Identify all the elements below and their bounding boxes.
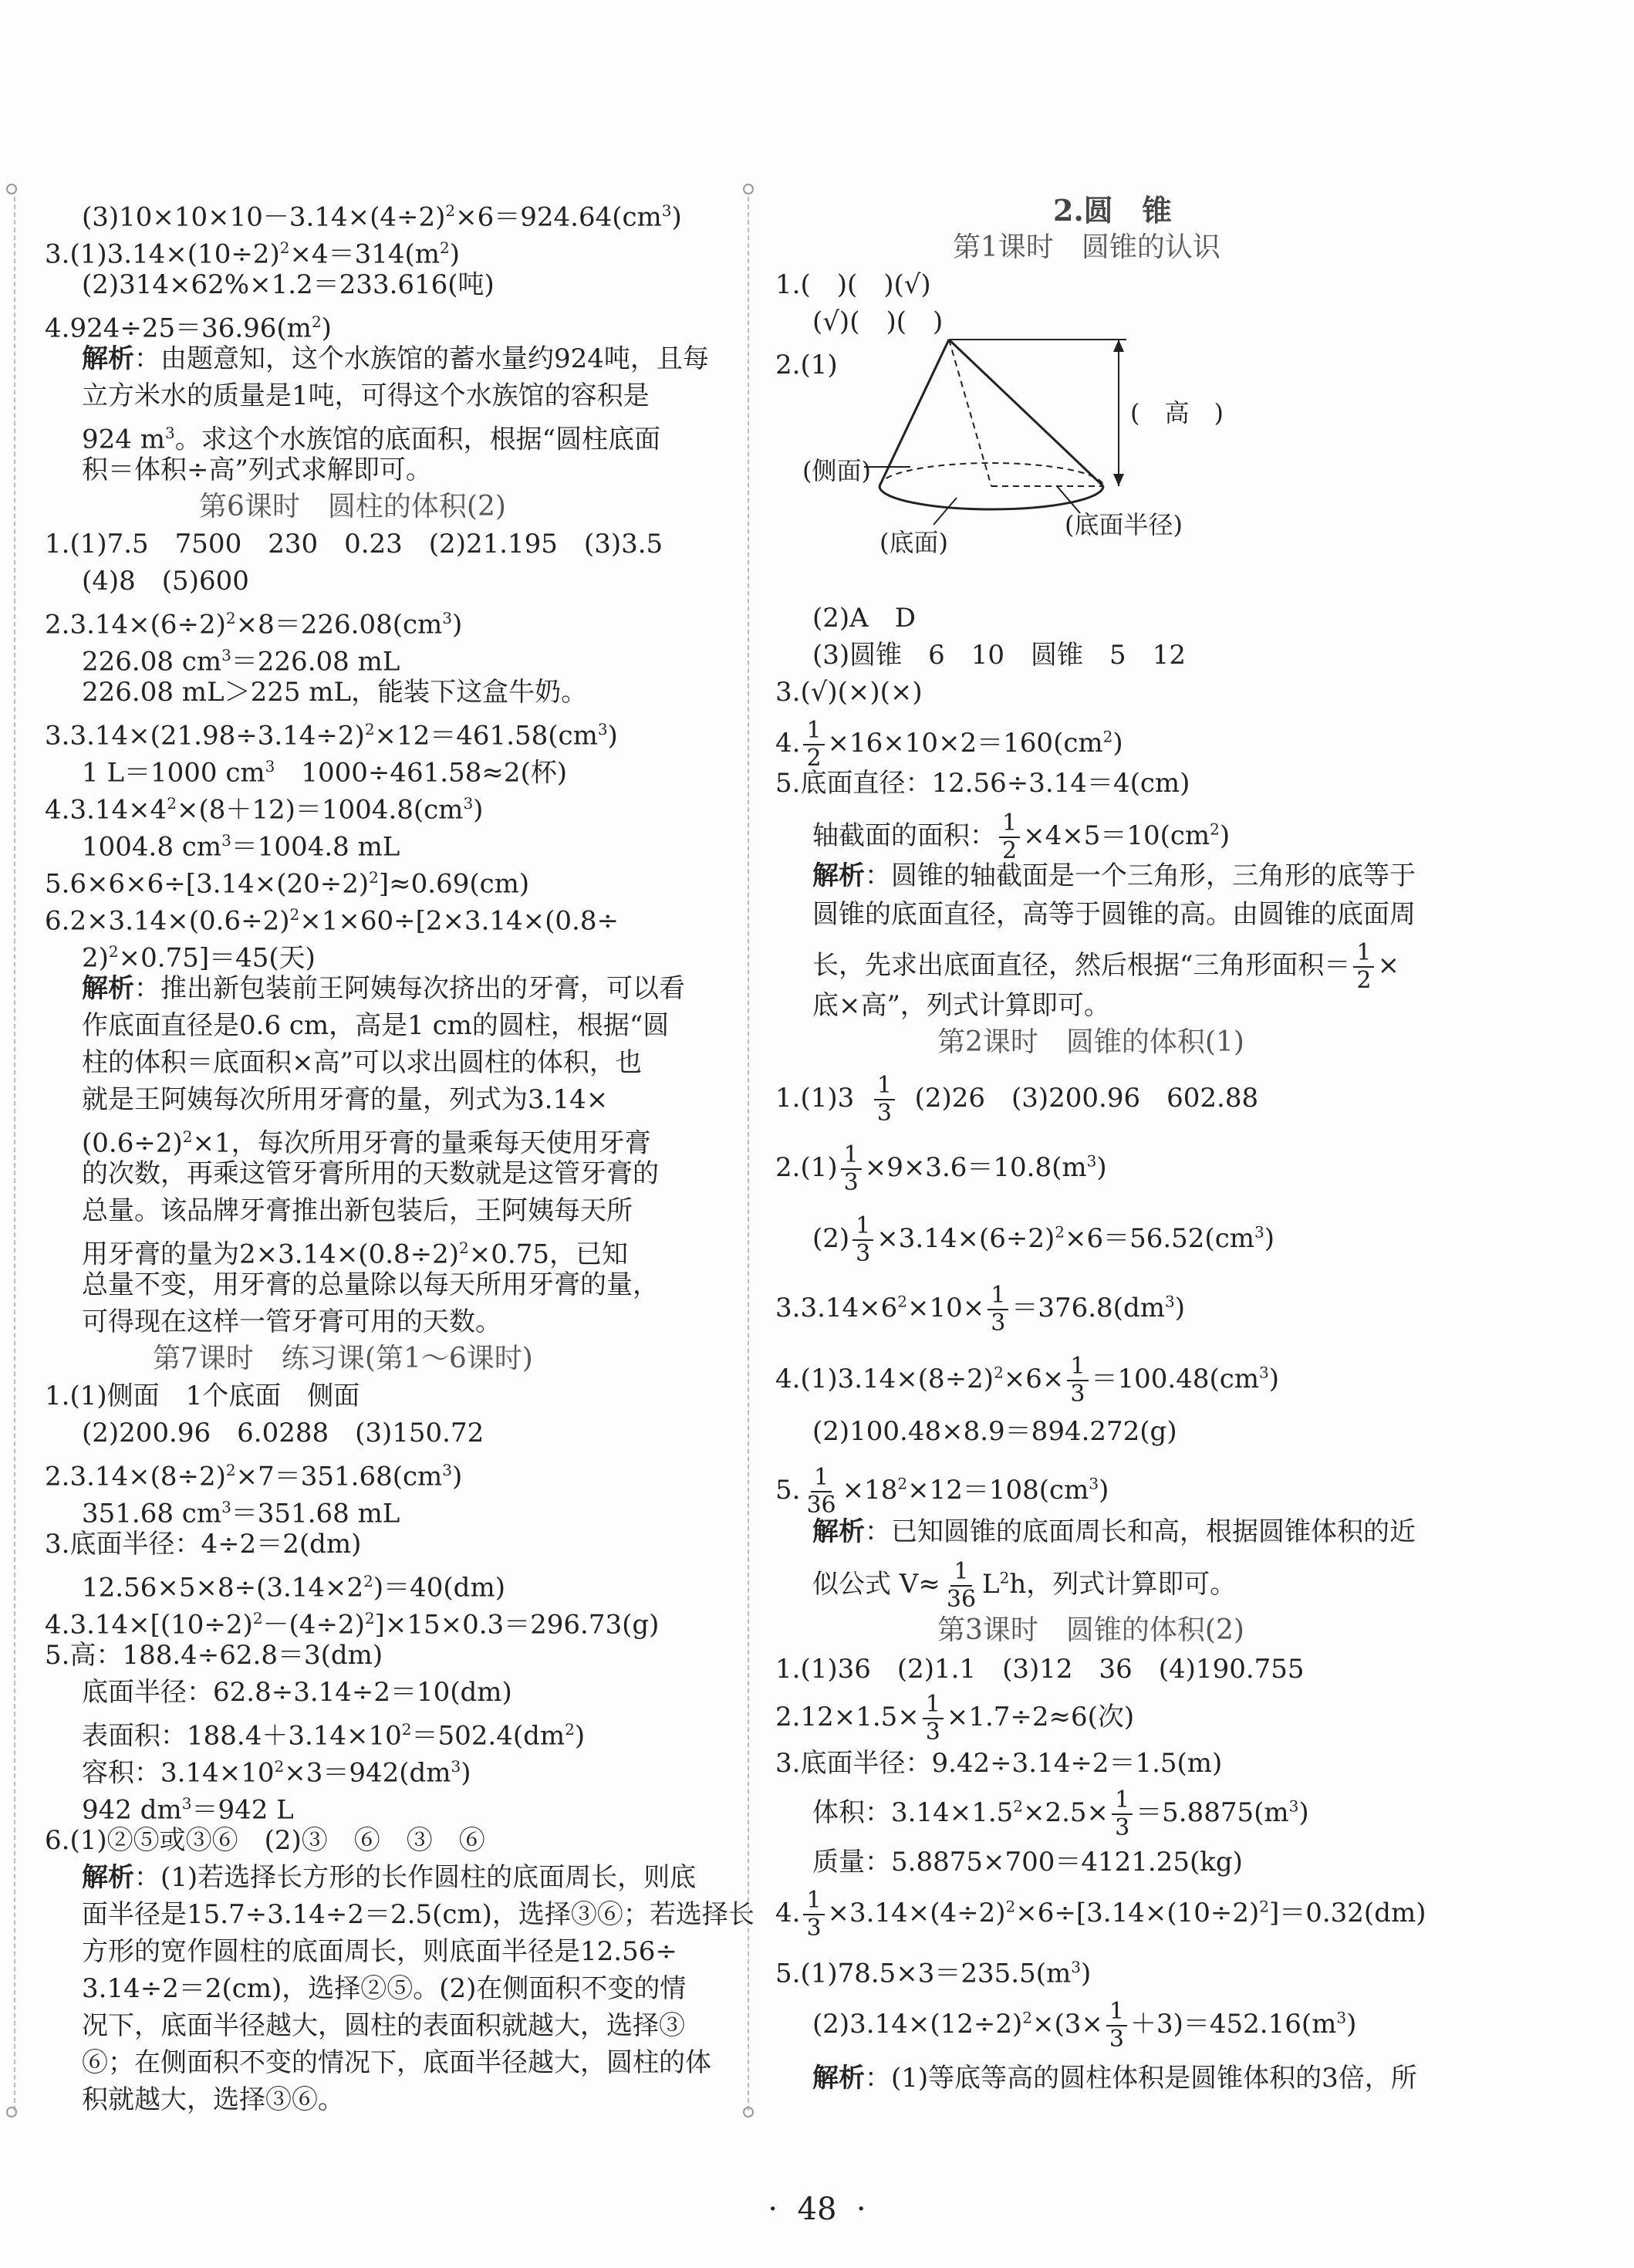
answer-line: (2)200.96 6.0288 (3)150.72 <box>82 1418 484 1448</box>
explanation-line: 924 $m^3$。求这个水族馆的底面积，根据“圆柱底面 <box>82 424 661 455</box>
answer-line: $4.(1)3.14\times(8\div 2)^2\times 6\times$ $\frac{1}{3}$ $=100.48(cm^3)$ <box>775 1353 1280 1408</box>
fraction: $\frac{1}{3}$ <box>803 1888 824 1942</box>
answer-line: $2.3.14\times(8\div 2)^2\times 7=351.68(cm^3)$ <box>45 1461 463 1492</box>
fraction: $\frac{1}{2}$ <box>999 810 1020 864</box>
margin-circle <box>6 184 17 194</box>
answer-line: 226.08 mL＞225 mL，能装下这盒牛奶。 <box>82 677 588 708</box>
answer-line: 容积：$3.14\times 10^2\times 3=942(dm^3)$ <box>82 1757 471 1789</box>
height-arrow-top <box>1113 340 1124 352</box>
explanation-line: 就是王阿姨每次所用牙膏的量，列式为3.14× <box>82 1084 609 1115</box>
answer-line: 942 $dm^3=942$ L <box>82 1794 294 1826</box>
answer-line: (√)( )( ) <box>812 306 944 337</box>
answer-line: 1.(1)36 (2)1.1 (3)12 36 (4)190.755 <box>775 1654 1305 1685</box>
answer-line: $3.(1)3.14\times(10\div 2)^2\times 4=314(m^2)$ <box>45 238 460 270</box>
answer-line: $12.56\times 5\times 8\div(3.14\times 2^2)=40(dm)$ <box>82 1572 505 1604</box>
answer-line: $2.3.14\times(6\div 2)^2\times 8=226.08(cm^3)$ <box>45 609 463 641</box>
explanation-line: 用牙膏的量为$2\times 3.14\times(0.8\div 2)^2\times 0.75$，已知 <box>82 1239 628 1270</box>
answer-line: 2.(1) <box>775 350 838 380</box>
answer-line: 体积：$3.14\times 1.5^2\times 2.5\times$ $\frac{1}{3}$ $=5.8875(m^3)$ <box>812 1786 1309 1841</box>
lesson-heading: 第7课时 练习课(第1～6课时) <box>153 1343 533 1374</box>
answer-line: 2)$^2$×0.75]＝45(天) <box>82 942 316 974</box>
height-arrow-bottom <box>1113 474 1124 486</box>
explanation-line: 的次数，再乘这管牙膏所用的天数就是这管牙膏的 <box>82 1158 659 1189</box>
explanation-line: 方形的宽作圆柱的底面周长，则底面半径是12.56÷ <box>82 1936 677 1967</box>
explanation-line: 作底面直径是0.6 cm，高是1 cm的圆柱，根据“圆 <box>82 1010 670 1041</box>
answer-line: $4.3.14\times 4^2\times(8+12)=1004.8(cm^3)$ <box>45 794 484 826</box>
fraction: $\frac{1}{2}$ <box>1353 940 1374 994</box>
explanation-line: 可得现在这样一管牙膏可用的天数。 <box>82 1306 501 1337</box>
explanation-line: 解析：(1)等底等高的圆柱体积是圆锥体积的3倍，所 <box>812 2063 1417 2094</box>
explanation-line: 面半径是15.7÷3.14÷2＝2.5(cm)，选择③⑥；若选择长 <box>82 1899 755 1930</box>
cone-diagram <box>802 324 1242 556</box>
lesson-heading: 第6课时 圆柱的体积(2) <box>199 491 506 522</box>
explanation-line: 况下，底面半径越大，圆柱的表面积就越大，选择③ <box>82 2010 685 2041</box>
explanation-line: 柱的体积＝底面积×高”可以求出圆柱的体积，也 <box>82 1047 642 1078</box>
margin-circle <box>743 184 754 194</box>
explanation-line: 解析：推出新包装前王阿姨每次挤出的牙膏，可以看 <box>82 973 685 1004</box>
explanation-line: 积＝体积÷高”列式求解即可。 <box>82 455 432 485</box>
answer-line: 6.(1)②⑤或③⑥ (2)③ ⑥ ③ ⑥ <box>45 1825 485 1856</box>
cone-height-label: ( 高 ) <box>1130 398 1224 428</box>
explanation-line: 长，先求出底面直径，然后根据“三角形面积＝ $\frac{1}{2}$ × <box>812 939 1399 994</box>
cone-base-back <box>879 463 1103 486</box>
answer-line: 1.(1)7.5 7500 230 0.23 (2)21.195 (3)3.5 <box>45 529 663 559</box>
explanation-line: 总量。该品牌牙膏推出新包装后，王阿姨每天所 <box>82 1195 633 1226</box>
answer-line: 3.底面半径：4÷2＝2(dm) <box>45 1529 362 1560</box>
lesson-heading: 第1课时 圆锥的认识 <box>953 232 1220 263</box>
explanation-line: 圆锥的底面直径，高等于圆锥的高。由圆锥的底面周 <box>812 899 1416 930</box>
answer-line: $5.(1)78.5\times 3=235.5(m^3)$ <box>775 1958 1092 1989</box>
answer-line: 226.08 $cm^3=226.08$ mL <box>82 646 400 678</box>
answer-line: 底面半径：62.8÷3.14÷2＝10(dm) <box>82 1677 512 1708</box>
explanation-line: 解析：已知圆锥的底面周长和高，根据圆锥体积的近 <box>812 1516 1416 1547</box>
answer-line: 4. $\frac{1}{3}$ $\times 3.14\times(4\div 2)^2\times 6\div[3.14\times(10\div 2)^2]=0.32(dm)$ <box>775 1887 1426 1942</box>
fraction: $\frac{1}{36}$ <box>806 1464 836 1519</box>
answer-line: 5.底面直径：12.56÷3.14＝4(cm) <box>775 768 1190 799</box>
answer-line: $5.6\times 6\times 6\div[3.14\times(20\div 2)^2]\approx 0.69(cm)$ <box>45 868 530 900</box>
fraction: $\frac{1}{3}$ <box>841 1142 862 1196</box>
base-pointer <box>933 498 957 525</box>
answer-line: 1 L＝1000 $cm^3$ 1000÷461.58≈2(杯) <box>82 757 568 789</box>
answer-line: 4. $\frac{1}{2}$ $\times 16\times 10\times 2=160(cm^2)$ <box>775 717 1123 772</box>
fraction: $\frac{1}{3}$ <box>1112 1787 1133 1841</box>
answer-line: 轴截面的面积： $\frac{1}{2}$ $\times 4\times 5=10(cm^2)$ <box>812 810 1231 864</box>
explanation-line: 解析：圆锥的轴截面是一个三角形，三角形的底等于 <box>812 860 1416 891</box>
answer-line: 质量：5.8875×700＝4121.25(kg) <box>812 1847 1243 1878</box>
section-title: 2.圆 锥 <box>1053 193 1172 228</box>
margin-circle <box>743 2107 754 2118</box>
margin-circle <box>6 2107 17 2118</box>
fraction: $\frac{1}{2}$ <box>803 718 824 772</box>
fraction: $\frac{1}{3}$ <box>987 1283 1008 1337</box>
answer-line: (2)100.48×8.9＝894.272(g) <box>812 1416 1177 1447</box>
answer-line: (3)圆锥 6 10 圆锥 5 12 <box>812 640 1186 671</box>
fraction: $\frac{1}{3}$ <box>852 1213 873 1267</box>
answer-line: 1004.8 $cm^3=1004.8$ mL <box>82 831 400 863</box>
lesson-heading: 第3课时 圆锥的体积(2) <box>937 1614 1244 1646</box>
explanation-line: 积就越大，选择③⑥。 <box>82 2084 344 2115</box>
answer-line: $6.2\times 3.14\times(0.6\div 2)^2\times 1\times 60\div[2\times 3.14\times(0.8\div$ <box>45 905 619 937</box>
answer-line: 5. $\frac{1}{36}$ $\times 18^2\times 12=108(cm^3)$ <box>775 1464 1109 1519</box>
explanation-line: 解析：(1)若选择长方形的长作圆柱的底面周长，则底 <box>82 1862 697 1893</box>
answer-line: (4)8 (5)600 <box>82 566 249 597</box>
explanation-line: $(0.6\div 2)^2\times 1$，每次所用牙膏的量乘每天使用牙膏 <box>82 1127 651 1159</box>
cone-base-label: (底面) <box>879 528 948 557</box>
fraction: $\frac{1}{3}$ <box>923 1692 944 1746</box>
fraction: $\frac{1}{3}$ <box>1106 1999 1127 2053</box>
answer-line: 2.12×1.5× $\frac{1}{3}$ ×1.7÷2≈6(次) <box>775 1691 1135 1746</box>
answer-line: (2)A D <box>812 603 916 634</box>
cone-side-label: (侧面) <box>802 456 871 485</box>
cone-left-edge <box>879 340 949 486</box>
lesson-heading: 第2课时 圆锥的体积(1) <box>937 1026 1244 1058</box>
fraction: $\frac{1}{3}$ <box>874 1073 895 1127</box>
answer-line: 1.(1)侧面 1个底面 侧面 <box>45 1381 360 1411</box>
answer-line: $(3)10\times 10\times 10-3.14\times(4\div 2)^2\times 6=924.64(cm^3)$ <box>82 201 682 233</box>
answer-line: 2.(1) $\frac{1}{3}$ $\times 9\times 3.6=10.8(m^3)$ <box>775 1141 1107 1196</box>
answer-line: 表面积：$188.4+3.14\times 10^2=502.4(dm^2)$ <box>82 1720 586 1752</box>
answer-line: 1.( )( )(√) <box>775 269 931 300</box>
answer-line: 1.(1)3 $\frac{1}{3}$ (2)26 (3)200.96 602.88 <box>775 1072 1259 1127</box>
answer-line: 351.68 $cm^3=351.68$ mL <box>82 1498 400 1529</box>
explanation-line: 总量不变，用牙膏的总量除以每天所用牙膏的量， <box>82 1269 659 1300</box>
answer-line: $4.924\div 25=36.96(m^2)$ <box>45 313 332 344</box>
answer-line: $(2)3.14\times(12\div 2)^2\times(3\times$ $\frac{1}{3}$ $+3)=452.16(m^3)$ <box>812 1998 1357 2053</box>
answer-line: $3.3.14\times 6^2\times 10\times$ $\frac{1}{3}$ $=376.8(dm^3)$ <box>775 1282 1185 1337</box>
fraction: $\frac{1}{3}$ <box>1067 1354 1088 1408</box>
left-margin-dashed-line <box>14 197 15 2111</box>
explanation-line: ⑥；在侧面积不变的情况下，底面半径越大，圆柱的体 <box>82 2047 711 2078</box>
cone-radius-label: (底面半径) <box>1065 510 1183 539</box>
answer-line: $4.3.14\times[(10\div 2)^2-(4\div 2)^2]\times 15\times 0.3=296.73(g)$ <box>45 1609 660 1641</box>
answer-line: 3.(√)(×)(×) <box>775 677 923 708</box>
answer-line: (2) $\frac{1}{3}$ $\times 3.14\times(6\div 2)^2\times 6=56.52(cm^3)$ <box>812 1212 1274 1267</box>
center-dashed-line <box>748 197 749 2111</box>
explanation-line: 解析：由题意知，这个水族馆的蓄水量约924吨，且每 <box>82 343 709 374</box>
answer-line: 5.高：188.4÷62.8＝3(dm) <box>45 1640 383 1671</box>
explanation-line: 底×高”，列式计算即可。 <box>812 990 1110 1021</box>
fraction: $\frac{1}{36}$ <box>946 1558 977 1613</box>
answer-line: $3.3.14\times(21.98\div 3.14\div 2)^2\times 12=461.58(cm^3)$ <box>45 720 618 752</box>
explanation-line: 3.14÷2＝2(cm)，选择②⑤。(2)在侧面积不变的情 <box>82 1973 687 2004</box>
answer-line: (2)314×62%×1.2＝233.616(吨) <box>82 269 495 300</box>
answer-line: 3.底面半径：9.42÷3.14÷2＝1.5(m) <box>775 1748 1223 1779</box>
explanation-line: 立方米水的质量是1吨，可得这个水族馆的容积是 <box>82 380 650 411</box>
page-number: · 48 · <box>768 2192 866 2227</box>
explanation-line: 似公式 V≈ $\frac{1}{36}$ $L^2h$，列式计算即可。 <box>812 1558 1237 1613</box>
